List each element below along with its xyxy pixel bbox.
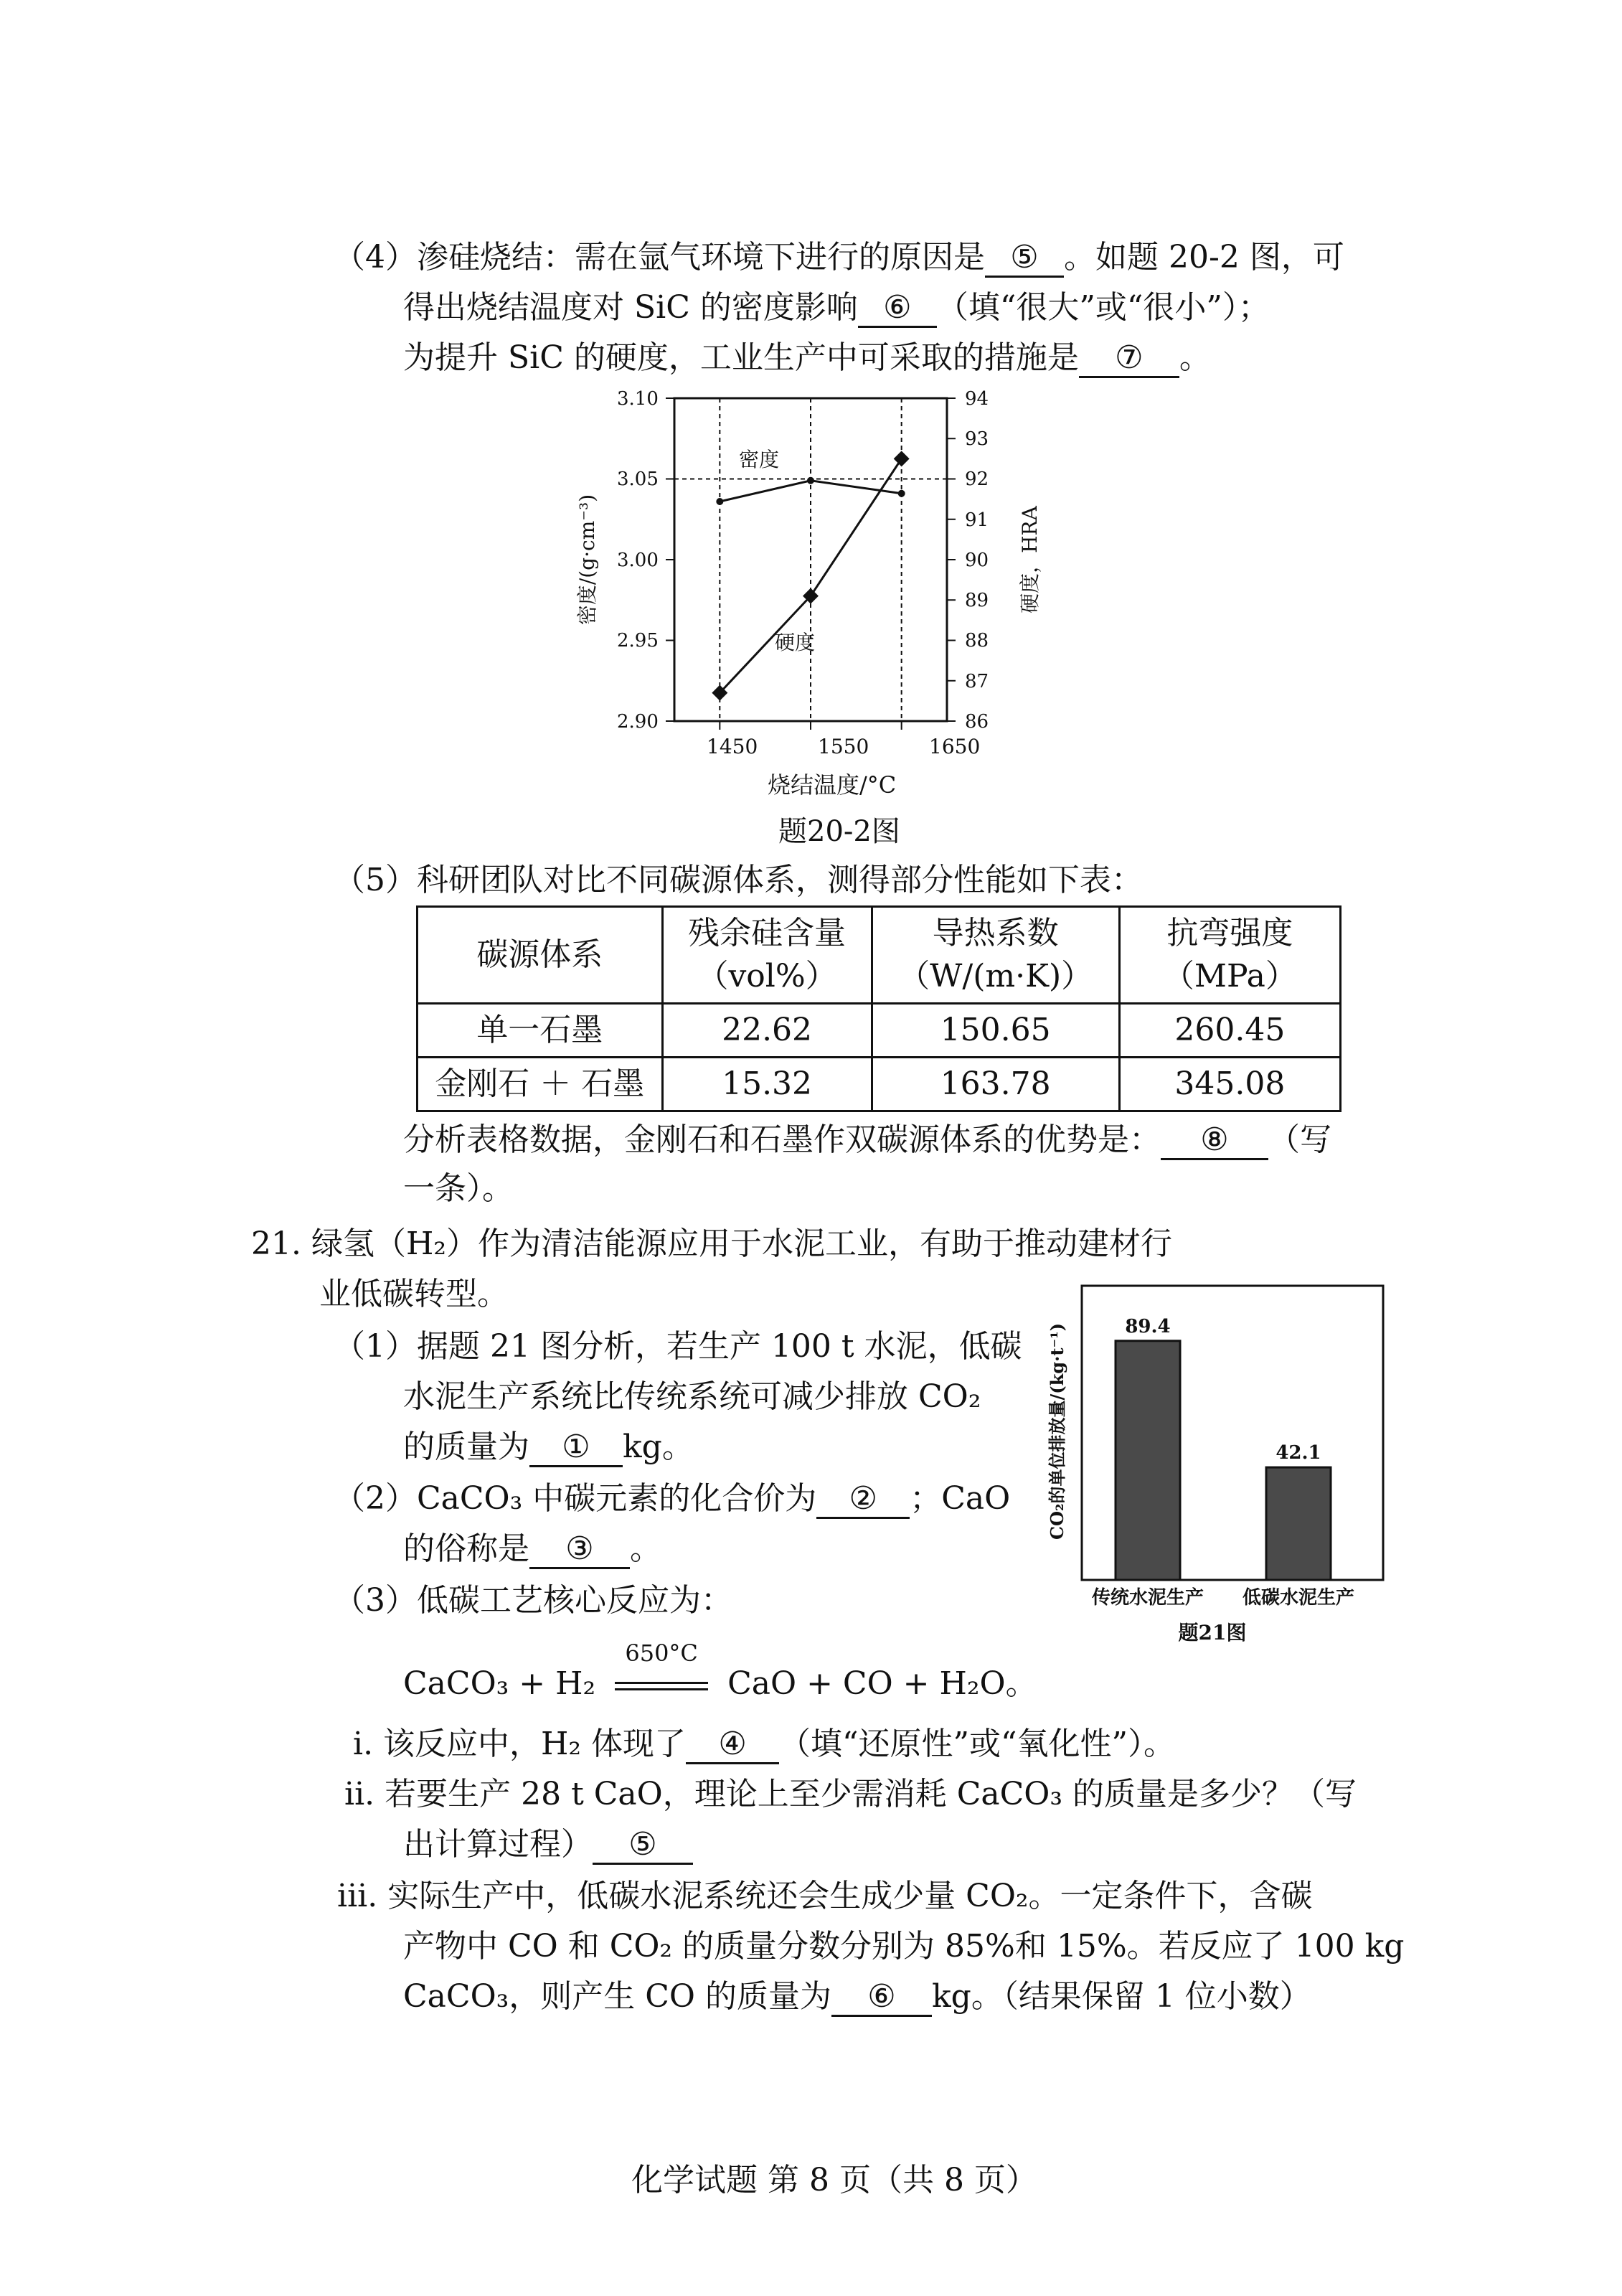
series-label-density: 密度 [739,448,780,471]
answer-blank-4[interactable]: ④ [686,1726,779,1764]
y-right-tick-label: 86 [965,711,989,733]
q21-sub-ii-line2: 出计算过程） ⑤ [403,1824,693,1866]
y-left-tick-label: 2.95 [617,630,659,651]
answer-blank-8[interactable]: ⑧ [1161,1122,1268,1160]
part-number: （5） [334,862,417,898]
equation-arrow [611,1639,712,1705]
q21-part2-line1: （2）CaCO₃ 中碳元素的化合价为 ② ；CaO [334,1478,1010,1520]
y-left-axis-label: 密度/(g·cm⁻³) [575,494,599,626]
bar [1116,1341,1180,1580]
y-left-tick-label: 3.10 [617,388,659,410]
q21-stem-line2: 业低碳转型。 [319,1276,509,1312]
x-tick-label: 1450 [707,735,758,758]
y-right-tick-label: 88 [965,630,989,651]
table-cell: 260.45 [1119,1004,1340,1058]
density-point [807,477,814,484]
q20-part4-line3: 为提升 SiC 的硬度，工业生产中可采取的措施是 ⑦ 。 [403,337,1211,379]
table-header-row [418,907,1341,1004]
answer-blank-1[interactable]: ① [529,1429,623,1467]
equation-products: CaO + CO + H₂O。 [727,1665,1037,1702]
y-right-tick-label: 91 [965,509,989,531]
table-cell: 163.78 [872,1058,1119,1111]
q21-part1-line3: 的质量为 ① kg。 [403,1426,694,1468]
q21-part1-line1: （1）据题 21 图分析，若生产 100 t 水泥，低碳 [334,1328,1022,1365]
y-right-tick-label: 87 [965,671,989,692]
answer-blank-6[interactable]: ⑥ [858,290,937,328]
density-point [716,498,723,505]
reaction-condition: 650°C [625,1639,698,1667]
q20-part5-question-cont: 一条）。 [403,1170,514,1207]
x-axis-label: 烧结温度/°C [768,771,897,799]
y-right-tick-label: 92 [965,469,989,490]
q21-sub-iii-line1: iii. 实际生产中，低碳水泥系统还会生成少量 CO₂。一定条件下，含碳 [337,1878,1313,1914]
answer-blank-5[interactable]: ⑤ [985,240,1064,278]
table-row [418,1004,1341,1058]
q21-part3-intro: （3）低碳工艺核心反应为： [334,1582,732,1619]
y-left-tick-label: 3.00 [617,550,659,571]
q21-part2-line2: 的俗称是 ③ 。 [403,1528,661,1570]
y-left-tick-label: 3.05 [617,469,659,490]
q20-part4-line1: （4）渗硅烧结：需在氩气环境下进行的原因是 ⑤ 。如题 20-2 图，可 [334,237,1344,278]
figure-caption-20-2: 题20-2图 [778,815,900,848]
header-cell: 导热系数 （W/(m·K)） [872,907,1119,1004]
table-row [418,1058,1341,1111]
q21-part1-line2: 水泥生产系统比传统系统可减少排放 CO₂ [403,1378,981,1415]
hardness-point [894,451,910,466]
table-cell: 单一石墨 [418,1004,663,1058]
header-cell: 碳源体系 [418,907,663,1004]
q21-sub-iii-line2: 产物中 CO 和 CO₂ 的质量分数分别为 85%和 15%。若反应了 100 kg [403,1928,1405,1965]
y-right-tick-label: 90 [965,550,989,571]
q21-stem-line1: 21. 绿氢（H₂）作为清洁能源应用于水泥工业，有助于推动建材行 [251,1225,1172,1262]
q21-sub-ii-line1: ii. 若要生产 28 t CaO，理论上至少需消耗 CaCO₃ 的质量是多少？（写 [344,1776,1357,1812]
density-hardness-chart [552,380,1069,811]
figure-caption-21: 题21图 [1178,1621,1247,1645]
answer-blank-3[interactable]: ③ [529,1531,630,1569]
x-tick-label: 1550 [818,735,869,758]
bar-value-label: 42.1 [1276,1442,1321,1464]
q20-part5-intro: （5）科研团队对比不同碳源体系，测得部分性能如下表： [334,862,1143,898]
density-point [898,490,905,497]
answer-blank-5b[interactable]: ⑤ [593,1827,693,1865]
answer-blank-6b[interactable]: ⑥ [831,1979,932,2017]
co2-emission-bar-chart [1033,1277,1392,1665]
table-cell: 15.32 [662,1058,872,1111]
header-cell: 残余硅含量 （vol%） [662,907,872,1004]
header-cell: 抗弯强度 （MPa） [1119,907,1340,1004]
bar [1266,1467,1331,1580]
y-right-tick-label: 89 [965,590,989,611]
table-cell: 22.62 [662,1004,872,1058]
q20-part4-line2: 得出烧结温度对 SiC 的密度影响 ⑥ （填“很大”或“很小”）； [403,287,1270,329]
table-cell: 150.65 [872,1004,1119,1058]
reaction-equation [403,1639,1037,1705]
answer-blank-2[interactable]: ② [816,1481,910,1519]
y-right-tick-label: 93 [965,428,989,450]
page-footer: 化学试题 第 8 页（共 8 页） [631,2162,1037,2198]
carbon-source-table [416,905,1342,1112]
bar-value-label: 89.4 [1125,1315,1171,1337]
q20-part5-question: 分析表格数据，金刚石和石墨作双碳源体系的优势是： ⑧ （写 [403,1119,1331,1161]
q21-sub-iii-line3: CaCO₃，则产生 CO 的质量为 ⑥ kg。（结果保留 1 位小数） [403,1976,1311,2018]
equation-reactants: CaCO₃ + H₂ [403,1665,596,1702]
answer-blank-7[interactable]: ⑦ [1079,340,1179,378]
y-right-tick-label: 94 [965,388,989,410]
part-number: （4） [334,239,417,276]
x-category-label: 低碳水泥生产 [1242,1587,1355,1609]
table-cell: 345.08 [1119,1058,1340,1111]
x-category-label: 传统水泥生产 [1091,1587,1204,1609]
y-right-axis-label: 硬度，HRA [1018,506,1042,613]
series-label-hardness: 硬度 [775,631,816,654]
q21-sub-i: i. 该反应中，H₂ 体现了 ④ （填“还原性”或“氧化性”）。 [353,1723,1175,1765]
x-tick-label: 1650 [929,735,981,758]
table-cell: 金刚石 ＋ 石墨 [418,1058,663,1111]
y-left-tick-label: 2.90 [617,711,659,733]
y-axis-label: CO₂的单位排放量/(kg·t⁻¹) [1047,1322,1067,1540]
